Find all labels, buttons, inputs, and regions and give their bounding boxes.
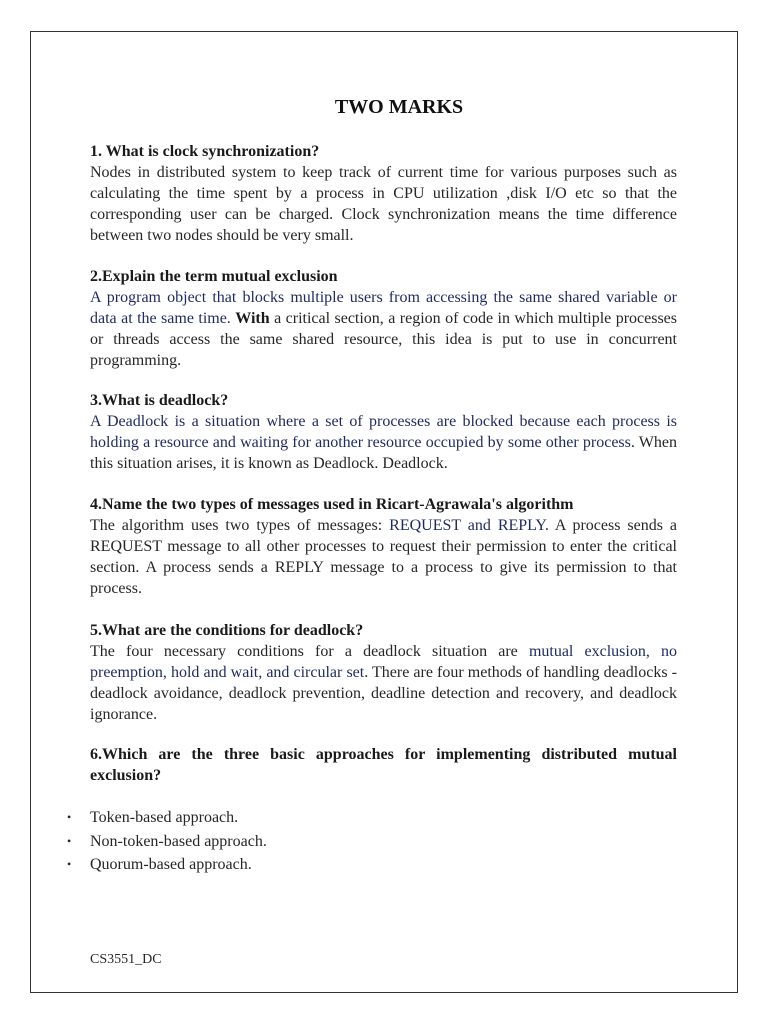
bullet-icon: • — [67, 833, 72, 848]
list-item-label: Quorum-based approach. — [90, 856, 252, 873]
page-footer: CS3551_DC — [90, 952, 162, 967]
question-1: 1. What is clock synchronization? — [90, 143, 320, 160]
answer-4-rest: . A process sends a REQUEST message to all other processes to request their permission to enter the critical section. A process sends a REPLY message to a process to give its permission to that process. — [90, 517, 677, 597]
approaches-list — [60, 806, 660, 877]
list-item-label: Token-based approach. — [90, 809, 239, 826]
list-item — [60, 806, 660, 830]
page-title: TWO MARKS — [334, 96, 464, 118]
question-6: 6.Which are the three basic approaches for implementing distributed mutual exclusion? — [90, 746, 677, 784]
answer-5-intro: The four necessary conditions for a deadlock situation are — [90, 643, 529, 660]
question-2: 2.Explain the term mutual exclusion — [90, 268, 338, 285]
answer-2 — [90, 287, 677, 371]
answer-4 — [90, 515, 677, 599]
qa-item-2 — [90, 266, 677, 371]
question-5: 5.What are the conditions for deadlock? — [90, 622, 364, 639]
qa-item-4 — [90, 494, 677, 599]
answer-5-rest: . There are four methods of handling deadlocks - deadlock avoidance, deadlock prevention, deadline detection and recovery, and deadlock ignorance. — [90, 664, 678, 723]
answer-2-bold: With — [235, 310, 270, 327]
answer-5-highlight: mutual exclusion, no preemption, hold and wait, and circular set — [90, 643, 678, 681]
list-item — [60, 853, 660, 877]
question-3: 3.What is deadlock? — [90, 392, 229, 409]
answer-2-highlight: A program object that blocks multiple users from accessing the same shared variable or data at the same time. — [90, 289, 677, 327]
answer-3 — [90, 411, 677, 474]
answer-4-highlight: REQUEST and REPLY — [389, 517, 545, 534]
qa-item-6 — [90, 744, 677, 786]
answer-4-intro: The algorithm uses two types of messages: — [90, 517, 390, 534]
bullet-icon: • — [67, 857, 72, 871]
answer-1: Nodes in distributed system to keep track of current time for various purposes such as calculating the time spent by a process in CPU utilization ,disk I/O etc so that the corresponding user can be charged. Clock synchronization means the time difference between two nodes should be very small. — [90, 164, 677, 244]
list-item-label: Non-token-based approach. — [90, 832, 267, 850]
qa-item-1 — [90, 141, 677, 246]
answer-3-rest: . When this situation arises, it is known as Deadlock. Deadlock. — [90, 434, 677, 472]
answer-3-highlight: A Deadlock is a situation where a set of processes are blocked because each process is holding a resource and waiting for another resource occupied by some other process — [90, 413, 677, 451]
bullet-icon: • — [67, 810, 72, 824]
question-4: 4.Name the two types of messages used in Ricart-Agrawala's algorithm — [90, 496, 574, 513]
answer-2-rest: a critical section, a region of code in which multiple processes or threads access the same shared resource, this idea is put to use in concurrent programming. — [90, 310, 678, 369]
qa-item-3 — [90, 390, 677, 474]
list-item — [60, 830, 660, 854]
answer-5 — [90, 641, 677, 725]
qa-item-5 — [90, 620, 677, 725]
